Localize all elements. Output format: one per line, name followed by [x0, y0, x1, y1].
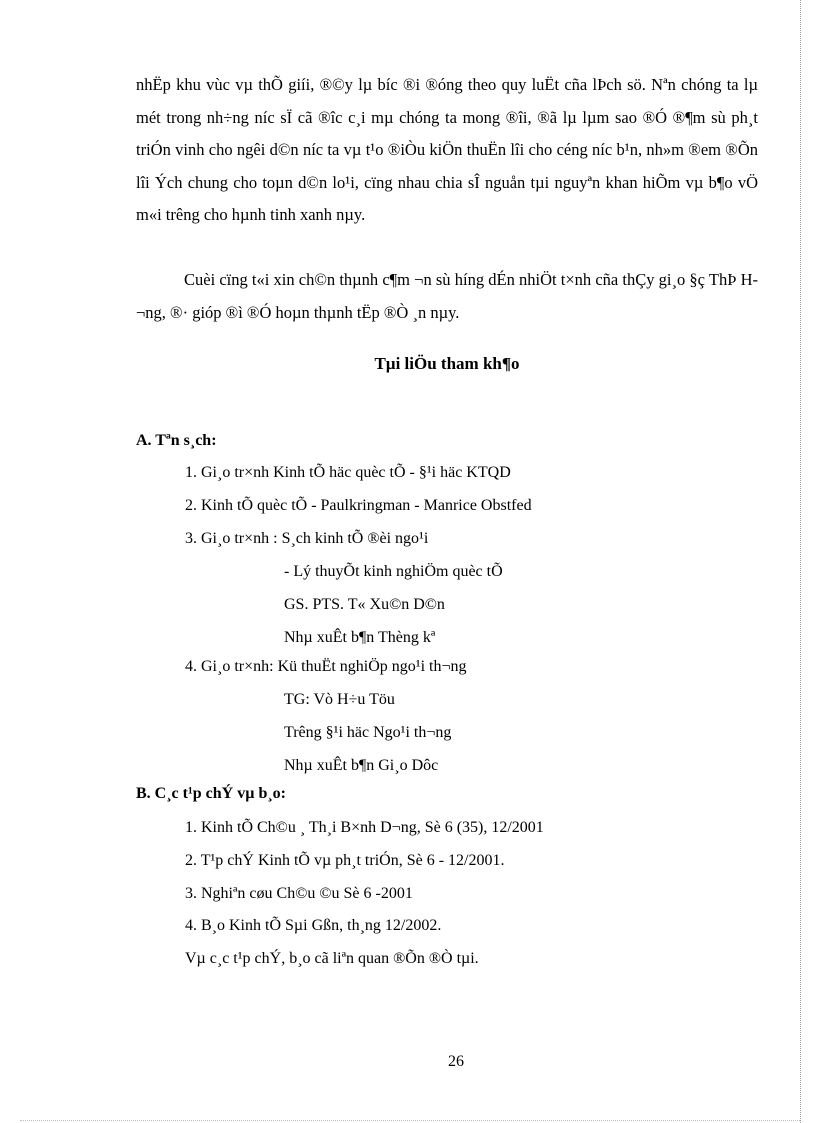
list-item: 2. Kinh tÕ quèc tÕ - Paulkringman - Manrice Obstfed: [185, 497, 532, 514]
list-item-detail: TG: Vò H÷u Töu: [284, 691, 395, 708]
list-item-detail: Nhµ xuÊt b¶n Gi¸o Dôc: [284, 757, 439, 774]
list-item: 1. Gi¸o tr×nh Kinh tÕ häc quèc tÕ - §¹i häc KTQD: [185, 464, 511, 481]
body-paragraph-1: nhËp khu vùc vµ thÕ giíi, ®©y lµ bíc ®i ®óng theo quy luËt cña lÞch sö. Nªn chóng ta lµ mét trong nh÷ng níc sÏ cã ®îc c¸i mµ chóng ta mong ®îi, ®ã lµ lµm sao ®Ó ®¶m sù ph¸t triÓn vinh cho ngêi d©n níc ta vµ t¹o ®iÒu kiÖn thuËn lîi cho céng níc b¹n, nh»m ®em ®Õn lîi Ých chung cho toµn d©n lo¹i, cïng nhau chia sÎ nguån tµi nguyªn khan hiÕm vµ b¶o vÖ m«i trêng cho hµnh tinh xanh nµy.: [136, 75, 758, 224]
list-item: 3. Gi¸o tr×nh : S¸ch kinh tÕ ®èi ngo¹i: [185, 530, 429, 547]
body-paragraph-2: Cuèi cïng t«i xin ch©n thµnh c¶m ¬n sù híng dÉn nhiÖt t×nh cña thÇy gi¸o §ç ThÞ H¬ng, ®· gióp ®ì ®Ó hoµn thµnh tËp ®Ò ¸n nµy.: [136, 270, 758, 322]
section-b-heading: B. C¸c t¹p chÝ vµ b¸o:: [136, 785, 287, 802]
page-border-right: [800, 0, 801, 1123]
list-item: 1. Kinh tÕ Ch©u ¸ Th¸i B×nh D¬ng, Sè 6 (35), 12/2001: [185, 819, 544, 836]
references-title: Tµi liÖu tham kh¶o: [374, 354, 520, 373]
list-item-detail: GS. PTS. T« Xu©n D©n: [284, 596, 445, 613]
section-a-heading: A. Tªn s¸ch:: [136, 432, 217, 449]
list-item: 2. T¹p chÝ Kinh tÕ vµ ph¸t triÓn, Sè 6 - 12/2001.: [185, 852, 505, 869]
page-border-bottom: [20, 1120, 800, 1121]
list-item: 4. B¸o Kinh tÕ Sµi Gßn, th¸ng 12/2002.: [185, 917, 442, 934]
list-item: 4. Gi¸o tr×nh: Kü thuËt nghiÖp ngo¹i th¬ng: [185, 658, 467, 675]
page-number: 26: [448, 1053, 464, 1070]
list-item-detail: Nhµ xuÊt b¶n Thèng kª: [284, 629, 436, 646]
references-closing: Vµ c¸c t¹p chÝ, b¸o cã liªn quan ®Õn ®Ò tµi.: [185, 950, 479, 967]
list-item-detail: - Lý thuyÕt kinh nghiÖm quèc tÕ: [284, 563, 503, 580]
list-item: 3. Nghiªn cøu Ch©u ©u Sè 6 -2001: [185, 885, 413, 902]
list-item-detail: Trêng §¹i häc Ngo¹i th¬ng: [284, 724, 452, 741]
